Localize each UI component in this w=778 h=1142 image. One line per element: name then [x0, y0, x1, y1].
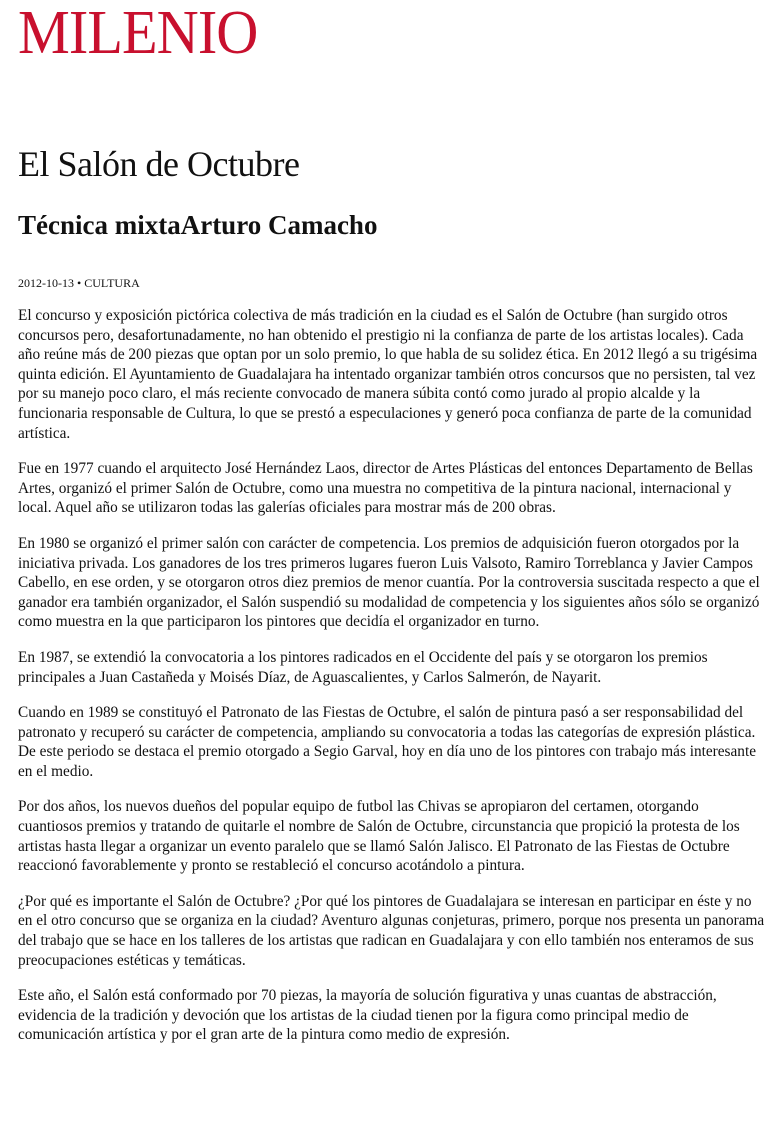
article-title: El Salón de Octubre — [18, 144, 300, 184]
article-paragraph: En 1980 se organizó el primer salón con carácter de competencia. Los premios de adquisición fueron otorgados por la iniciativa privada. Los ganadores de los tres primeros lugares fueron Luis Valsoto, Ramiro Torreblanca y Javier Campos Cabello, en ese orden, y se otorgaron otros diez premios de menor cuantía. Por la controversia suscitada respecto a que el ganador era también organizador, el Salón suspendió su modalidad de competencia y los siguientes años sólo se organizó como muestra en la que participaron los pintores que decidía el organizador en turno. — [18, 534, 760, 631]
article-subtitle: Técnica mixtaArturo Camacho — [18, 210, 378, 240]
article-paragraph: El concurso y exposición pictórica colectiva de más tradición en la ciudad es el Salón de Octubre (han surgido otros concursos pero, desafortunadamente, no han obtenido el prestigio ni la confianza de parte de los artistas locales). Cada año reúne más de 200 piezas que optan por un solo premio, lo que habla de su solidez ética. En 2012 llegó a su trigésima quinta edición. El Ayuntamiento de Guadalajara ha intentado organizar también otros concursos que no persisten, tal vez por su manejo poco claro, el más reciente convocado de manera súbita contó como jurado al propio alcalde y la funcionaria responsable de Cultura, lo que se prestó a especulaciones y generó poca confianza de parte de la comunidad artística. — [18, 307, 758, 442]
meta-separator: • — [77, 276, 82, 290]
article-paragraph: Este año, el Salón está conformado por 70 piezas, la mayoría de solución figurativa y unas cuantas de abstracción, evidencia de la tradición y devoción que los artistas de la ciudad tienen por la figura como principal medio de comunicación artística y por el gran arte de la pintura como medio de expresión. — [18, 987, 717, 1044]
article-paragraph: Por dos años, los nuevos dueños del popular equipo de futbol las Chivas se apropiaron del certamen, otorgando cuantiosos premios y tratando de quitarle el nombre de Salón de Octubre, circunstancia que propició la protesta de los artistas hasta llegar a organizar un evento paralelo que se llamó Salón Jalisco. El Patronato de las Fiestas de Octubre reaccionó favorablemente y pronto se restableció el concurso acotándolo a pintura. — [18, 798, 740, 875]
article-section[interactable]: CULTURA — [84, 276, 140, 290]
site-logo[interactable]: MILENIO — [18, 0, 258, 67]
article-body — [18, 306, 766, 1061]
article-paragraph: Cuando en 1989 se constituyó el Patronato de las Fiestas de Octubre, el salón de pintura pasó a ser responsabilidad del patronato y recuperó su carácter de competencia, ampliando su convocatoria a todas las categorías de expresión plástica. De este periodo se destaca el premio otorgado a Segio Garval, hoy en día uno de los pintores con trabajo más interesante en el medio. — [18, 704, 756, 780]
article-date: 2012-10-13 — [18, 276, 74, 290]
article-paragraph: Fue en 1977 cuando el arquitecto José Hernández Laos, director de Artes Plásticas del entonces Departamento de Bellas Artes, organizó el primer Salón de Octubre, como una muestra no competitiva de la pintura nacional, internacional y local. Aquel año se utilizaron todas las galerías oficiales para mostrar más de 200 obras. — [18, 460, 753, 517]
article-paragraph: En 1987, se extendió la convocatoria a los pintores radicados en el Occidente del país y se otorgaron los premios principales a Juan Castañeda y Moisés Díaz, de Aguascalientes, y Carlos Salmerón, de Nayarit. — [18, 648, 708, 686]
article-meta — [18, 276, 140, 290]
article-paragraph: ¿Por qué es importante el Salón de Octubre? ¿Por qué los pintores de Guadalajara se interesan en participar en éste y no en el otro concurso que se organiza en la ciudad? Aventuro algunas conjeturas, primero, porque nos presenta un panorama del trabajo que se hace en los talleres de los artistas que radican en Guadalajara y con ello también nos enteramos de sus preocupaciones estéticas y temáticas. — [18, 892, 765, 969]
